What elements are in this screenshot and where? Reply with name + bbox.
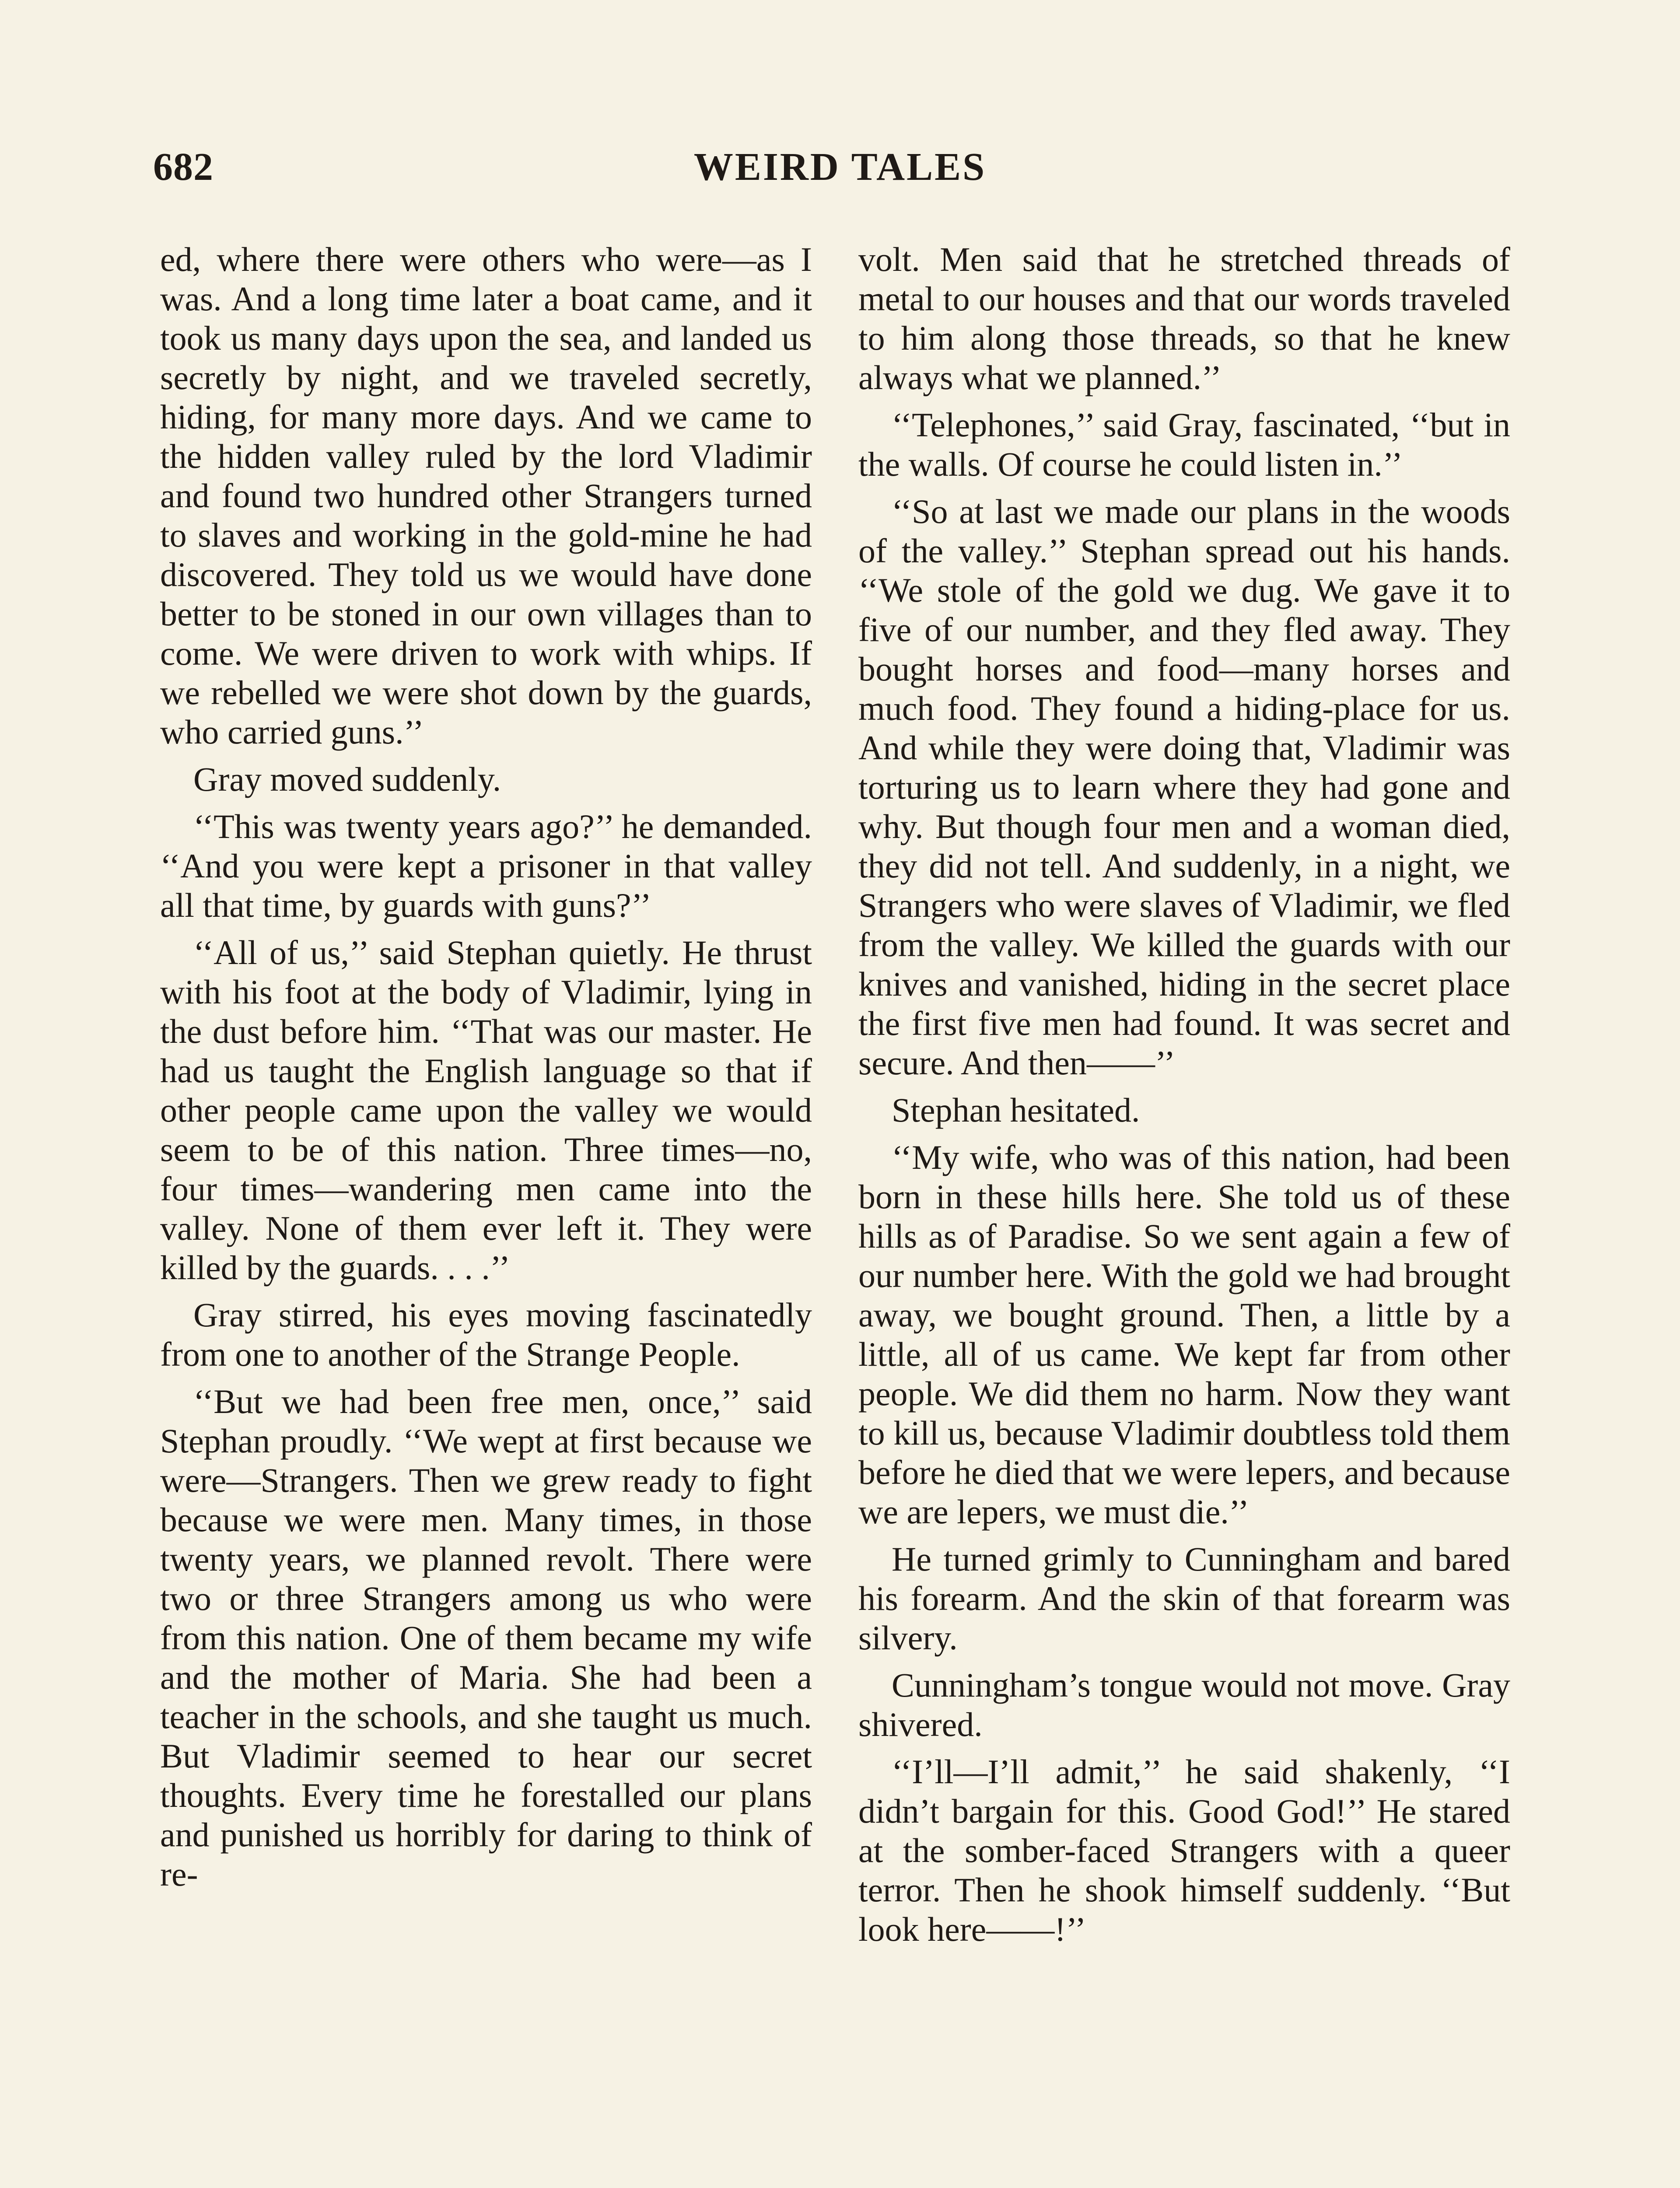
running-head-title: WEIRD TALES: [693, 145, 987, 189]
left-column: [160, 240, 812, 1902]
page-number: 682: [153, 145, 214, 189]
paragraph: ‘‘But we had been free men, once,’’ said Stephan proudly. ‘‘We wept at first because we were—Strangers. Then we grew ready to fight because we were men. Many times, in those twenty years, we planned revolt. There were two or three Strangers among us who were from this nation. One of them became my wife and the mother of Maria. She had been a teacher in the schools, and she taught us much. But Vladimir seemed to hear our secret thoughts. Every time he forestalled our plans and punished us horribly for daring to think of re-: [160, 1382, 812, 1893]
paragraph: ‘‘Telephones,’’ said Gray, fascinated, ‘‘but in the walls. Of course he could listen in.’’: [858, 406, 1510, 483]
paragraph: Gray stirred, his eyes moving fascinatedly from one to another of the Strange People.: [160, 1296, 812, 1373]
paragraph: volt. Men said that he stretched threads of metal to our houses and that our words traveled to him along those threads, so that he knew always what we planned.’’: [858, 240, 1510, 396]
paragraph: He turned grimly to Cunningham and bared his forearm. And the skin of that forearm was silvery.: [858, 1540, 1510, 1657]
paragraph: ed, where there were others who were—as I was. And a long time later a boat came, and it took us many days upon the sea, and landed us secretly by night, and we traveled secretly, hiding, for many more days. And we came to the hidden valley ruled by the lord Vladimir and found two hundred other Strangers turned to slaves and working in the gold-mine he had discovered. They told us we would have done better to be stoned in our own villages than to come. We were driven to work with whips. If we rebelled we were shot down by the guards, who carried guns.’’: [160, 240, 812, 751]
paragraph: ‘‘This was twenty years ago?’’ he demanded. ‘‘And you were kept a prisoner in that valley all that time, by guards with guns?’’: [160, 807, 812, 924]
paragraph: Cunningham’s tongue would not move. Gray shivered.: [858, 1666, 1510, 1743]
paragraph: ‘‘I’ll—I’ll admit,’’ he said shakenly, ‘‘I didn’t bargain for this. Good God!’’ He stared at the somber-faced Strangers with a queer terror. Then he shook himself suddenly. ‘‘But look here——!’’: [858, 1753, 1510, 1948]
paragraph: Gray moved suddenly.: [193, 760, 501, 798]
paragraph: ‘‘So at last we made our plans in the woods of the valley.’’ Stephan spread out his hands. ‘‘We stole of the gold we dug. We gave it to five of our number, and they fled away. They bought horses and food—many horses and much food. They found a hiding-place for us. And while they were doing that, Vladimir was torturing us to learn where they had gone and why. But though four men and a woman died, they did not tell. And suddenly, in a night, we Strangers who were slaves of Vladimir, we fled from the valley. We killed the guards with our knives and vanished, hiding in the secret place the first five men had found. It was secret and secure. And then——’’: [858, 492, 1510, 1082]
paragraph: Stephan hesitated.: [892, 1091, 1140, 1129]
right-column: [858, 240, 1510, 1957]
paragraph: ‘‘All of us,’’ said Stephan quietly. He thrust with his foot at the body of Vladimir, lying in the dust before him. ‘‘That was our master. He had us taught the English language so that if other people came upon the valley we would seem to be of this nation. Three times—no, four times—wandering men came into the valley. None of them ever left it. They were killed by the guards. . . .’’: [160, 933, 812, 1287]
paragraph: ‘‘My wife, who was of this nation, had been born in these hills here. She told us of these hills as of Paradise. So we sent again a few of our number here. With the gold we had brought away, we bought ground. Then, a little by a little, all of us came. We kept far from other people. We did them no harm. Now they want to kill us, because Vladimir doubtless told them before he died that we were lepers, and because we are lepers, we must die.’’: [858, 1138, 1510, 1531]
